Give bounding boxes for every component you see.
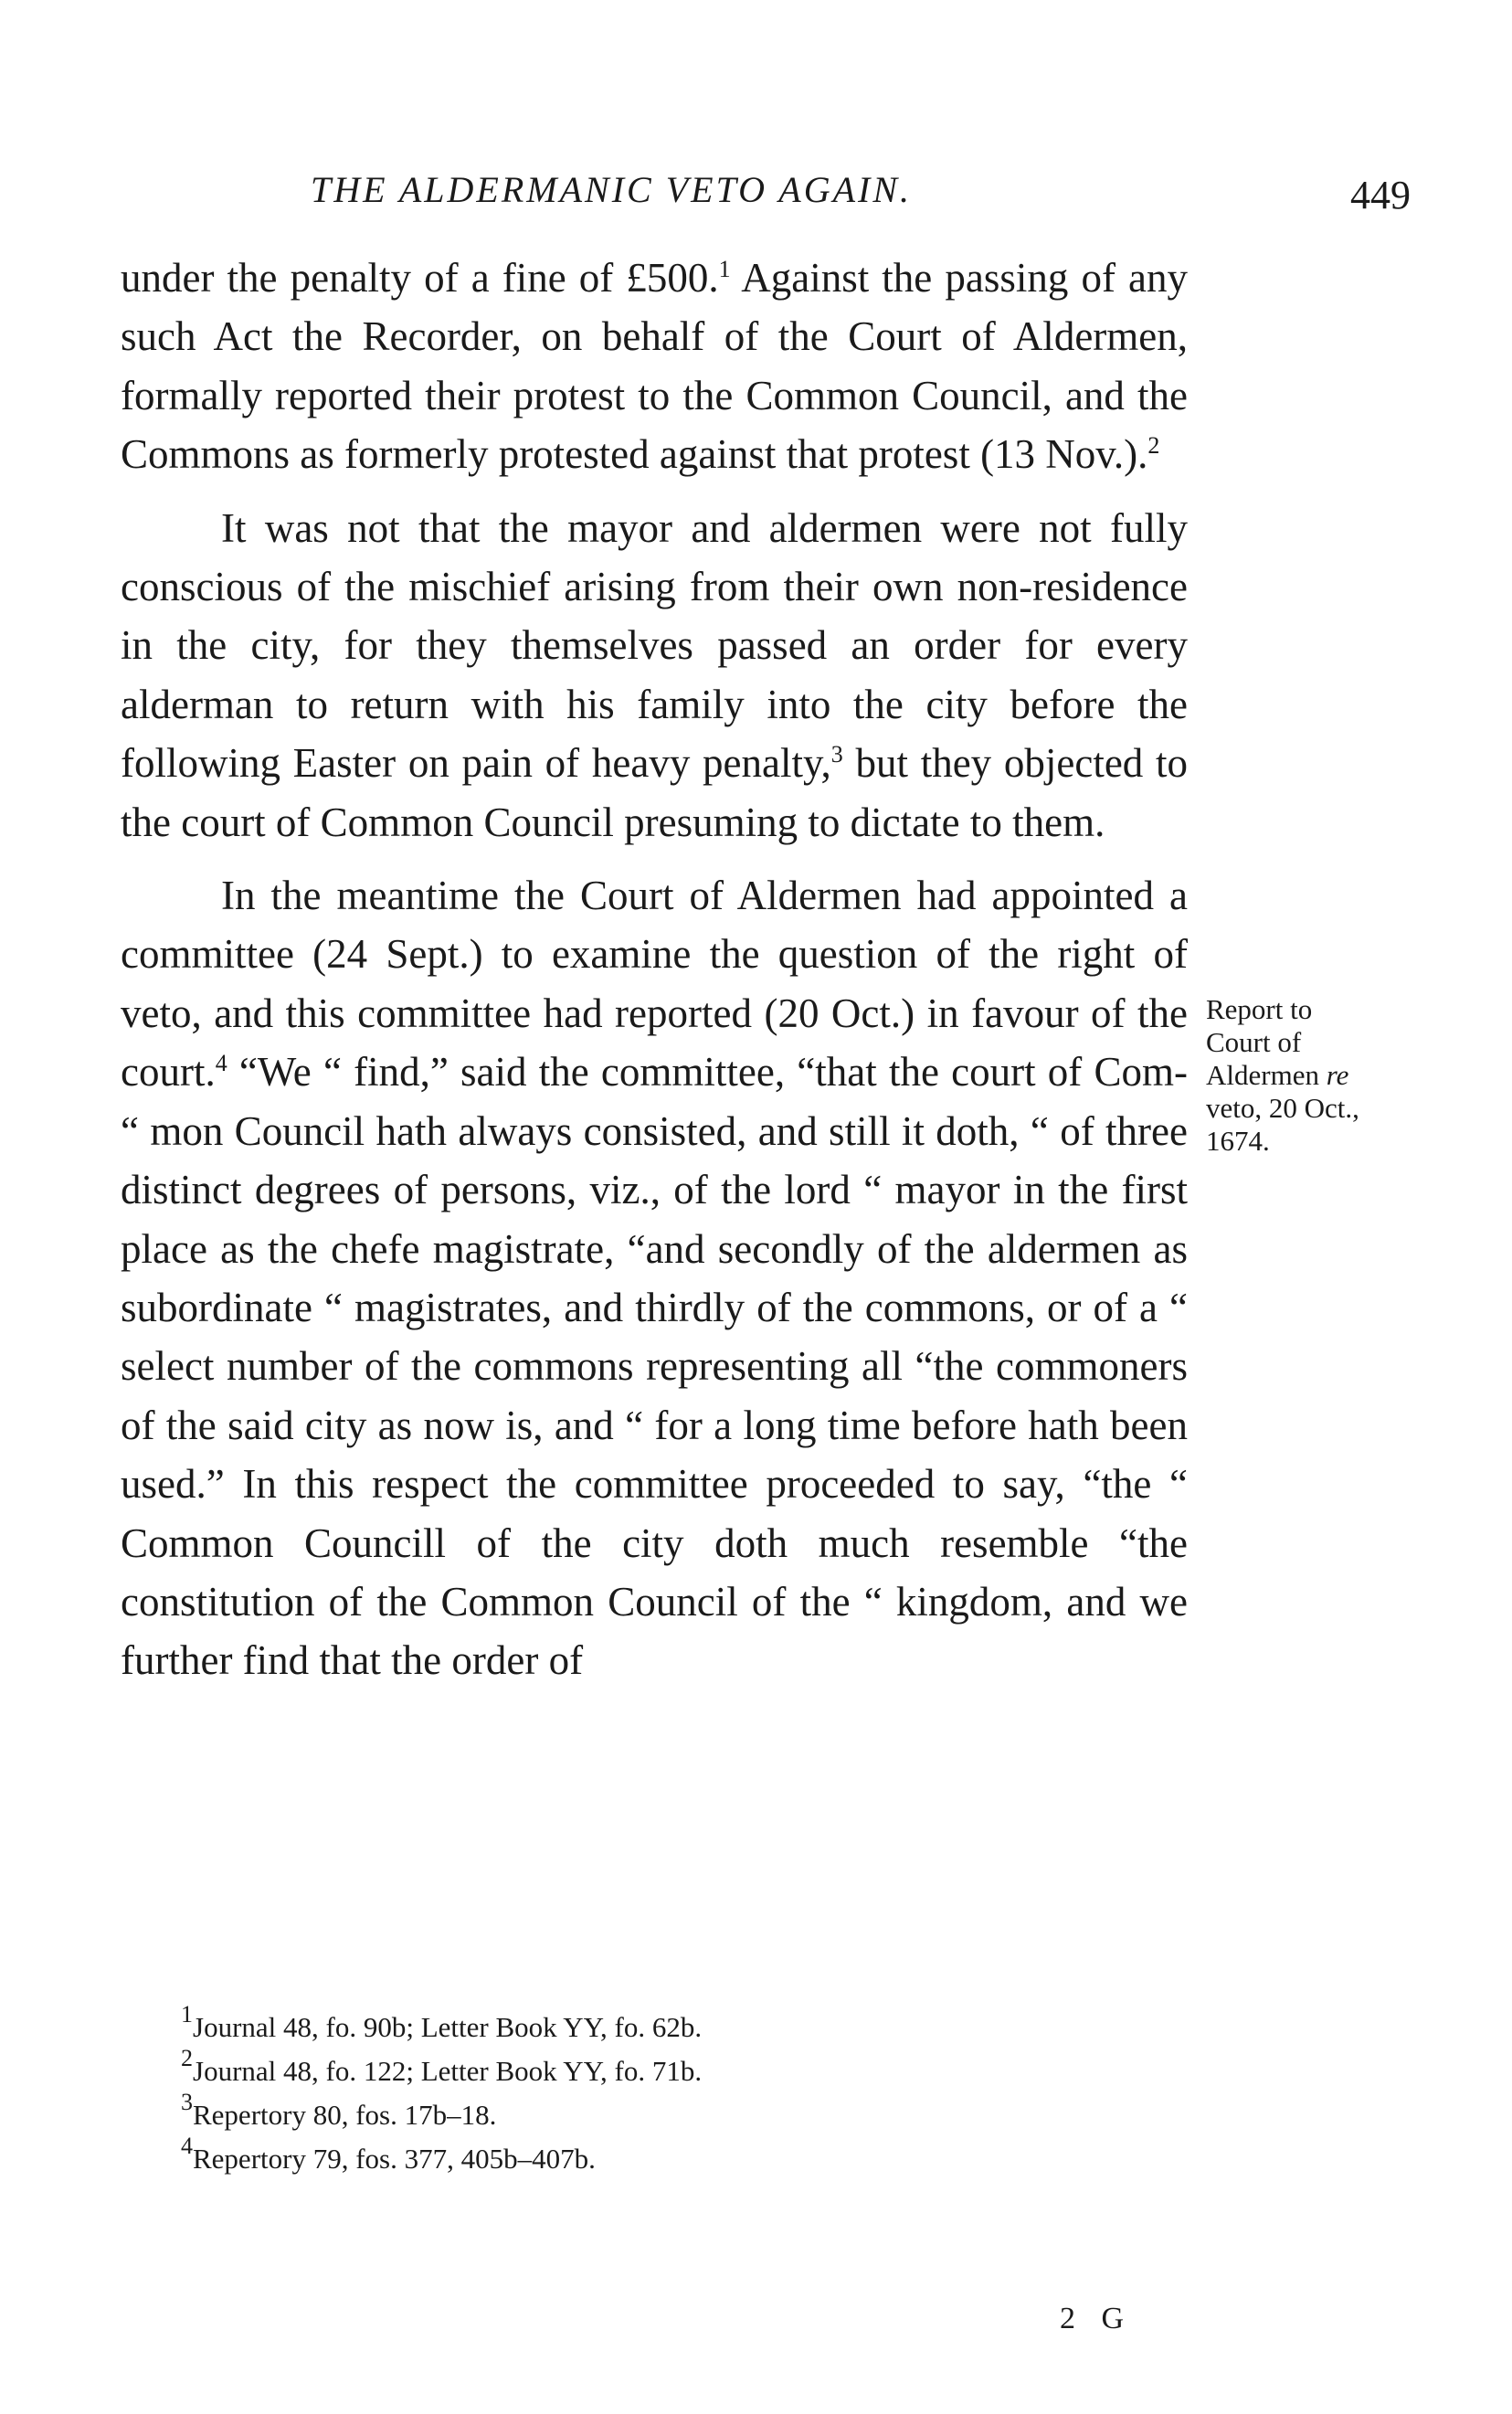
page-number: 449 xyxy=(1350,173,1411,217)
paragraph-text: In the meantime the Court of Aldermen had appointed a committee (24 Sept.) to examine the question of the right of veto, and this committee had reported (20 Oct.) in favour of the court. xyxy=(121,873,1188,1096)
footnote-text: Repertory 79, fos. 377, 405b–407b. xyxy=(193,2143,596,2175)
footnote-ref: 2 xyxy=(1147,432,1160,460)
footnote-mark: 2 xyxy=(181,2045,193,2071)
running-head xyxy=(0,163,1512,217)
footnote-ref: 4 xyxy=(215,1050,227,1077)
margin-note-line: veto, 20 Oct., xyxy=(1206,1092,1359,1124)
margin-note-italic: re xyxy=(1326,1059,1349,1091)
footnote xyxy=(181,2089,1094,2137)
margin-note-line: Report to xyxy=(1206,993,1313,1025)
footnote-ref: 3 xyxy=(830,741,843,768)
paragraph xyxy=(121,499,1188,852)
footnote-text: Repertory 80, fos. 17b–18. xyxy=(193,2099,497,2131)
margin-note-line: Court of xyxy=(1206,1026,1302,1058)
footnote xyxy=(181,2045,1094,2093)
paragraph-text: Against the passing of any such Act the Recorder, on behalf of the Court of Aldermen, formally reported their protest to the Common Council, and the Commons as formerly protested against that protest (13 Nov.). xyxy=(121,255,1188,478)
margin-note xyxy=(1206,993,1425,1158)
paragraph xyxy=(121,866,1188,1690)
paragraph-text: under the penalty of a fine of £500. xyxy=(121,255,719,301)
paragraph-text: but they objected to the court of Common Council presuming to dictate to them. xyxy=(121,740,1188,845)
signature-mark: 2 G xyxy=(1060,2302,1134,2335)
paragraph-text: “We “ find,” said the committee, “that the court of Com- “ mon Council hath always consisted, and still it doth, “ of three distinct degrees of persons, viz., of the lord “ mayor in the first place as the chefe magistrate, “and secondly of the aldermen as subordinate “ magistrates, and thirdly of the commons, or of a “ select number of the commons representing all “the commoners of the said city as now is, and “ for a long time before hath been used.” In this respect the committee proceeded to say, “the “ Common Councill of the city doth much resemble “the constitution of the Common Council of the “ kingdom, and we further find that the order of xyxy=(121,1049,1188,1684)
footnote xyxy=(181,2133,1094,2181)
margin-note-line: 1674. xyxy=(1206,1125,1270,1157)
footnotes xyxy=(181,2001,1094,2181)
paragraph xyxy=(121,249,1188,484)
margin-note-line xyxy=(1206,1059,1425,1092)
footnote-mark: 4 xyxy=(181,2133,193,2159)
footnote xyxy=(181,2001,1094,2049)
footnote-mark: 3 xyxy=(181,2089,193,2115)
main-text xyxy=(121,249,1188,1690)
running-title: THE ALDERMANIC VETO AGAIN. xyxy=(311,169,913,210)
footnote-text: Journal 48, fo. 90b; Letter Book YY, fo. 62b. xyxy=(193,2011,703,2043)
footnote-text: Journal 48, fo. 122; Letter Book YY, fo. 71b. xyxy=(193,2055,703,2087)
paragraph-text: It was not that the mayor and aldermen were not fully conscious of the mischief arising from their own non-residence in the city, for they themselves passed an order for every alderman to return with his family into the city before the following Easter on pain of heavy penalty, xyxy=(121,504,1188,787)
margin-note-text: Aldermen xyxy=(1206,1059,1319,1091)
footnote-ref: 1 xyxy=(718,256,731,282)
footnote-mark: 1 xyxy=(181,2001,193,2028)
